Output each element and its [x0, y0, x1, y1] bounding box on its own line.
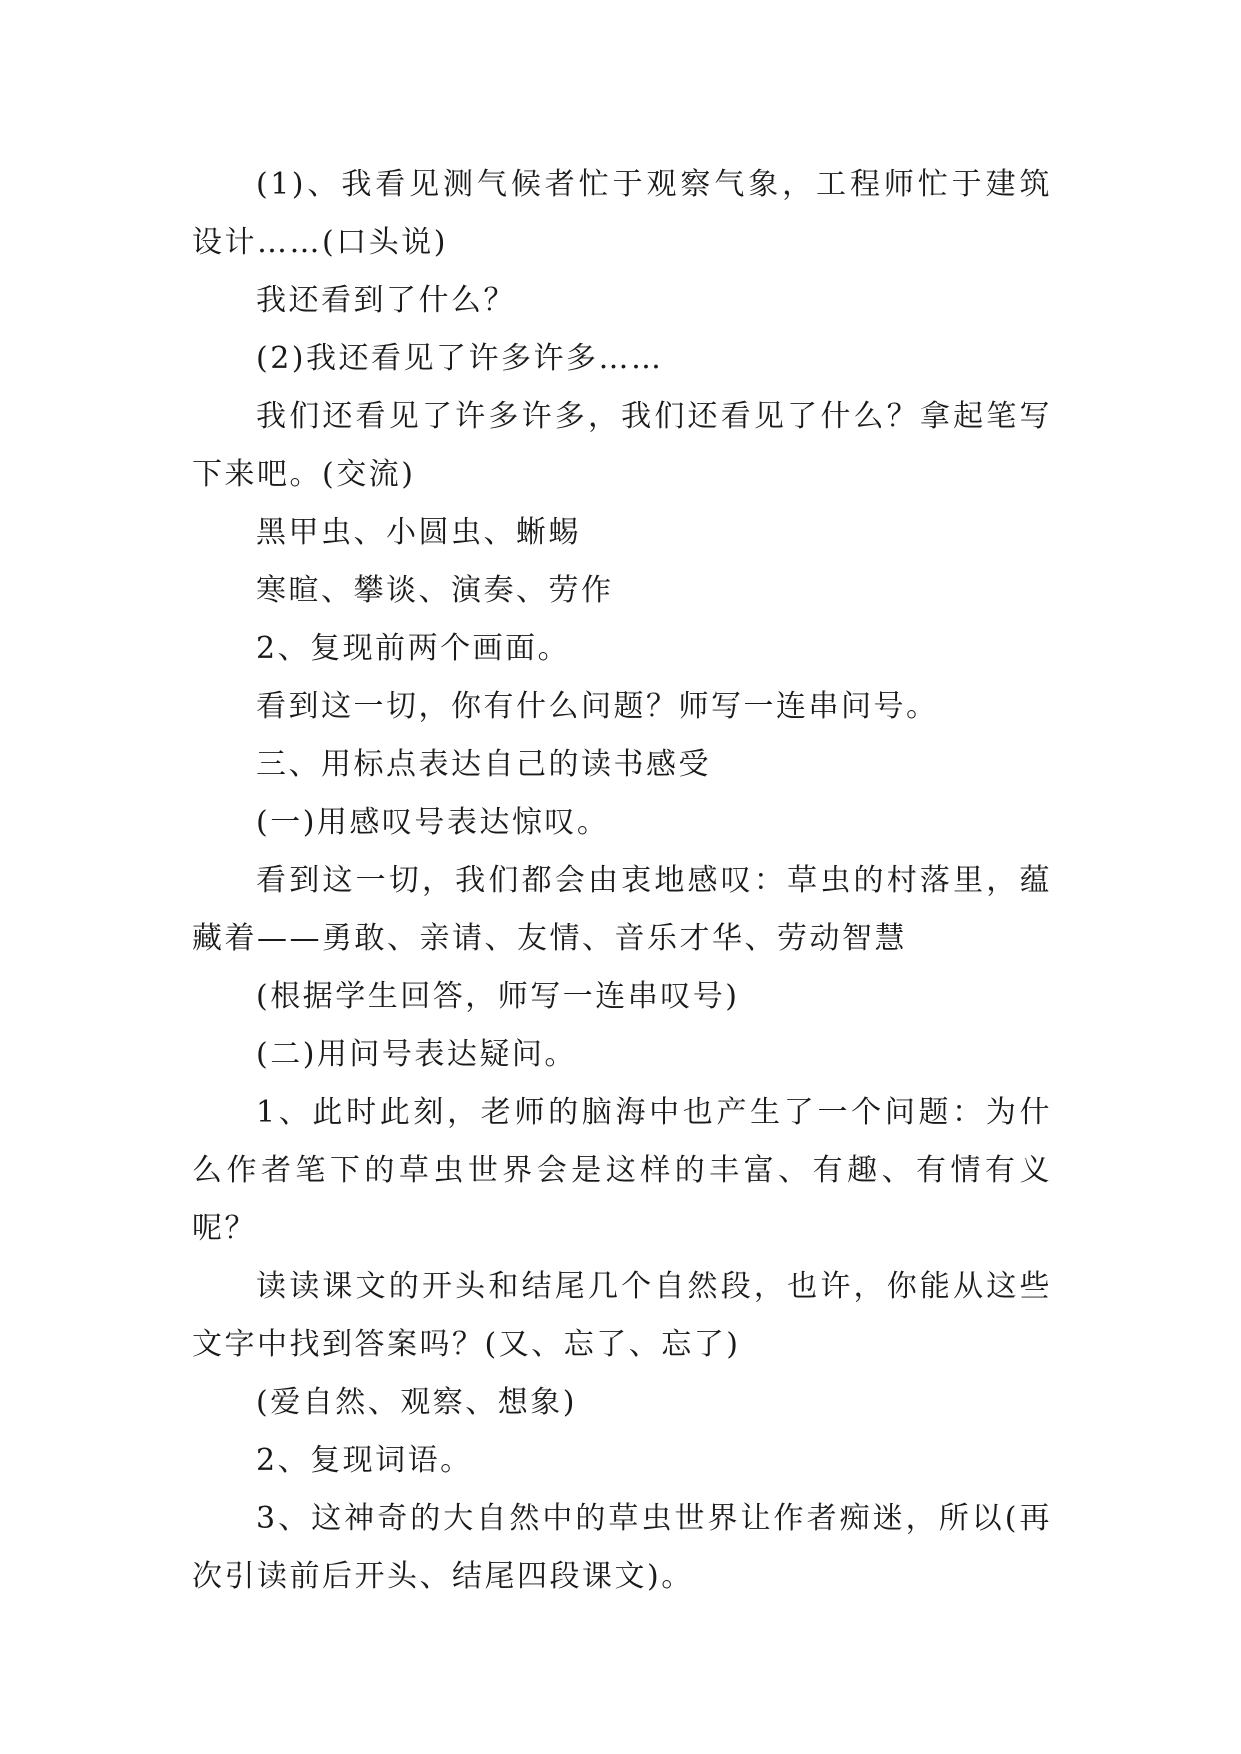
subsection-heading: (二)用问号表达疑问。 — [256, 1037, 577, 1072]
paragraph: 看到这一切，我们都会由衷地感叹：草虫的村落里，蕴藏着——勇敢、亲请、友情、音乐才华、劳动智慧 — [192, 863, 1052, 956]
paragraph: 我还看到了什么？ — [256, 283, 516, 318]
paragraph: 1、此时此刻，老师的脑海中也产生了一个问题：为什么作者笔下的草虫世界会是这样的丰富、有趣、有情有义呢？ — [192, 1095, 1052, 1246]
paragraph: 3、这神奇的大自然中的草虫世界让作者痴迷，所以(再次引读前后开头、结尾四段课文)。 — [192, 1501, 1052, 1594]
paragraph: (2)我还看见了许多许多…… — [256, 341, 664, 376]
paragraph: 2、复现词语。 — [256, 1443, 473, 1478]
paragraph: (爱自然、观察、想象) — [256, 1385, 577, 1420]
subsection-heading: (一)用感叹号表达惊叹。 — [256, 805, 610, 840]
section-heading: 三、用标点表达自己的读书感受 — [256, 747, 711, 782]
paragraph: 看到这一切，你有什么问题？师写一连串问号。 — [256, 689, 939, 724]
paragraph: 我们还看见了许多许多，我们还看见了什么？拿起笔写下来吧。(交流) — [192, 399, 1052, 492]
paragraph: 读读课文的开头和结尾几个自然段，也许，你能从这些文字中找到答案吗？(又、忘了、忘了) — [192, 1269, 1052, 1362]
paragraph: 2、复现前两个画面。 — [256, 631, 571, 666]
paragraph: 寒暄、攀谈、演奏、劳作 — [256, 573, 614, 608]
document-body — [192, 156, 1052, 1606]
paragraph: (1)、我看见测气候者忙于观察气象，工程师忙于建筑设计……(口头说) — [192, 167, 1052, 260]
paragraph: (根据学生回答，师写一连串叹号) — [256, 979, 740, 1014]
paragraph: 黑甲虫、小圆虫、蜥蜴 — [256, 515, 581, 550]
